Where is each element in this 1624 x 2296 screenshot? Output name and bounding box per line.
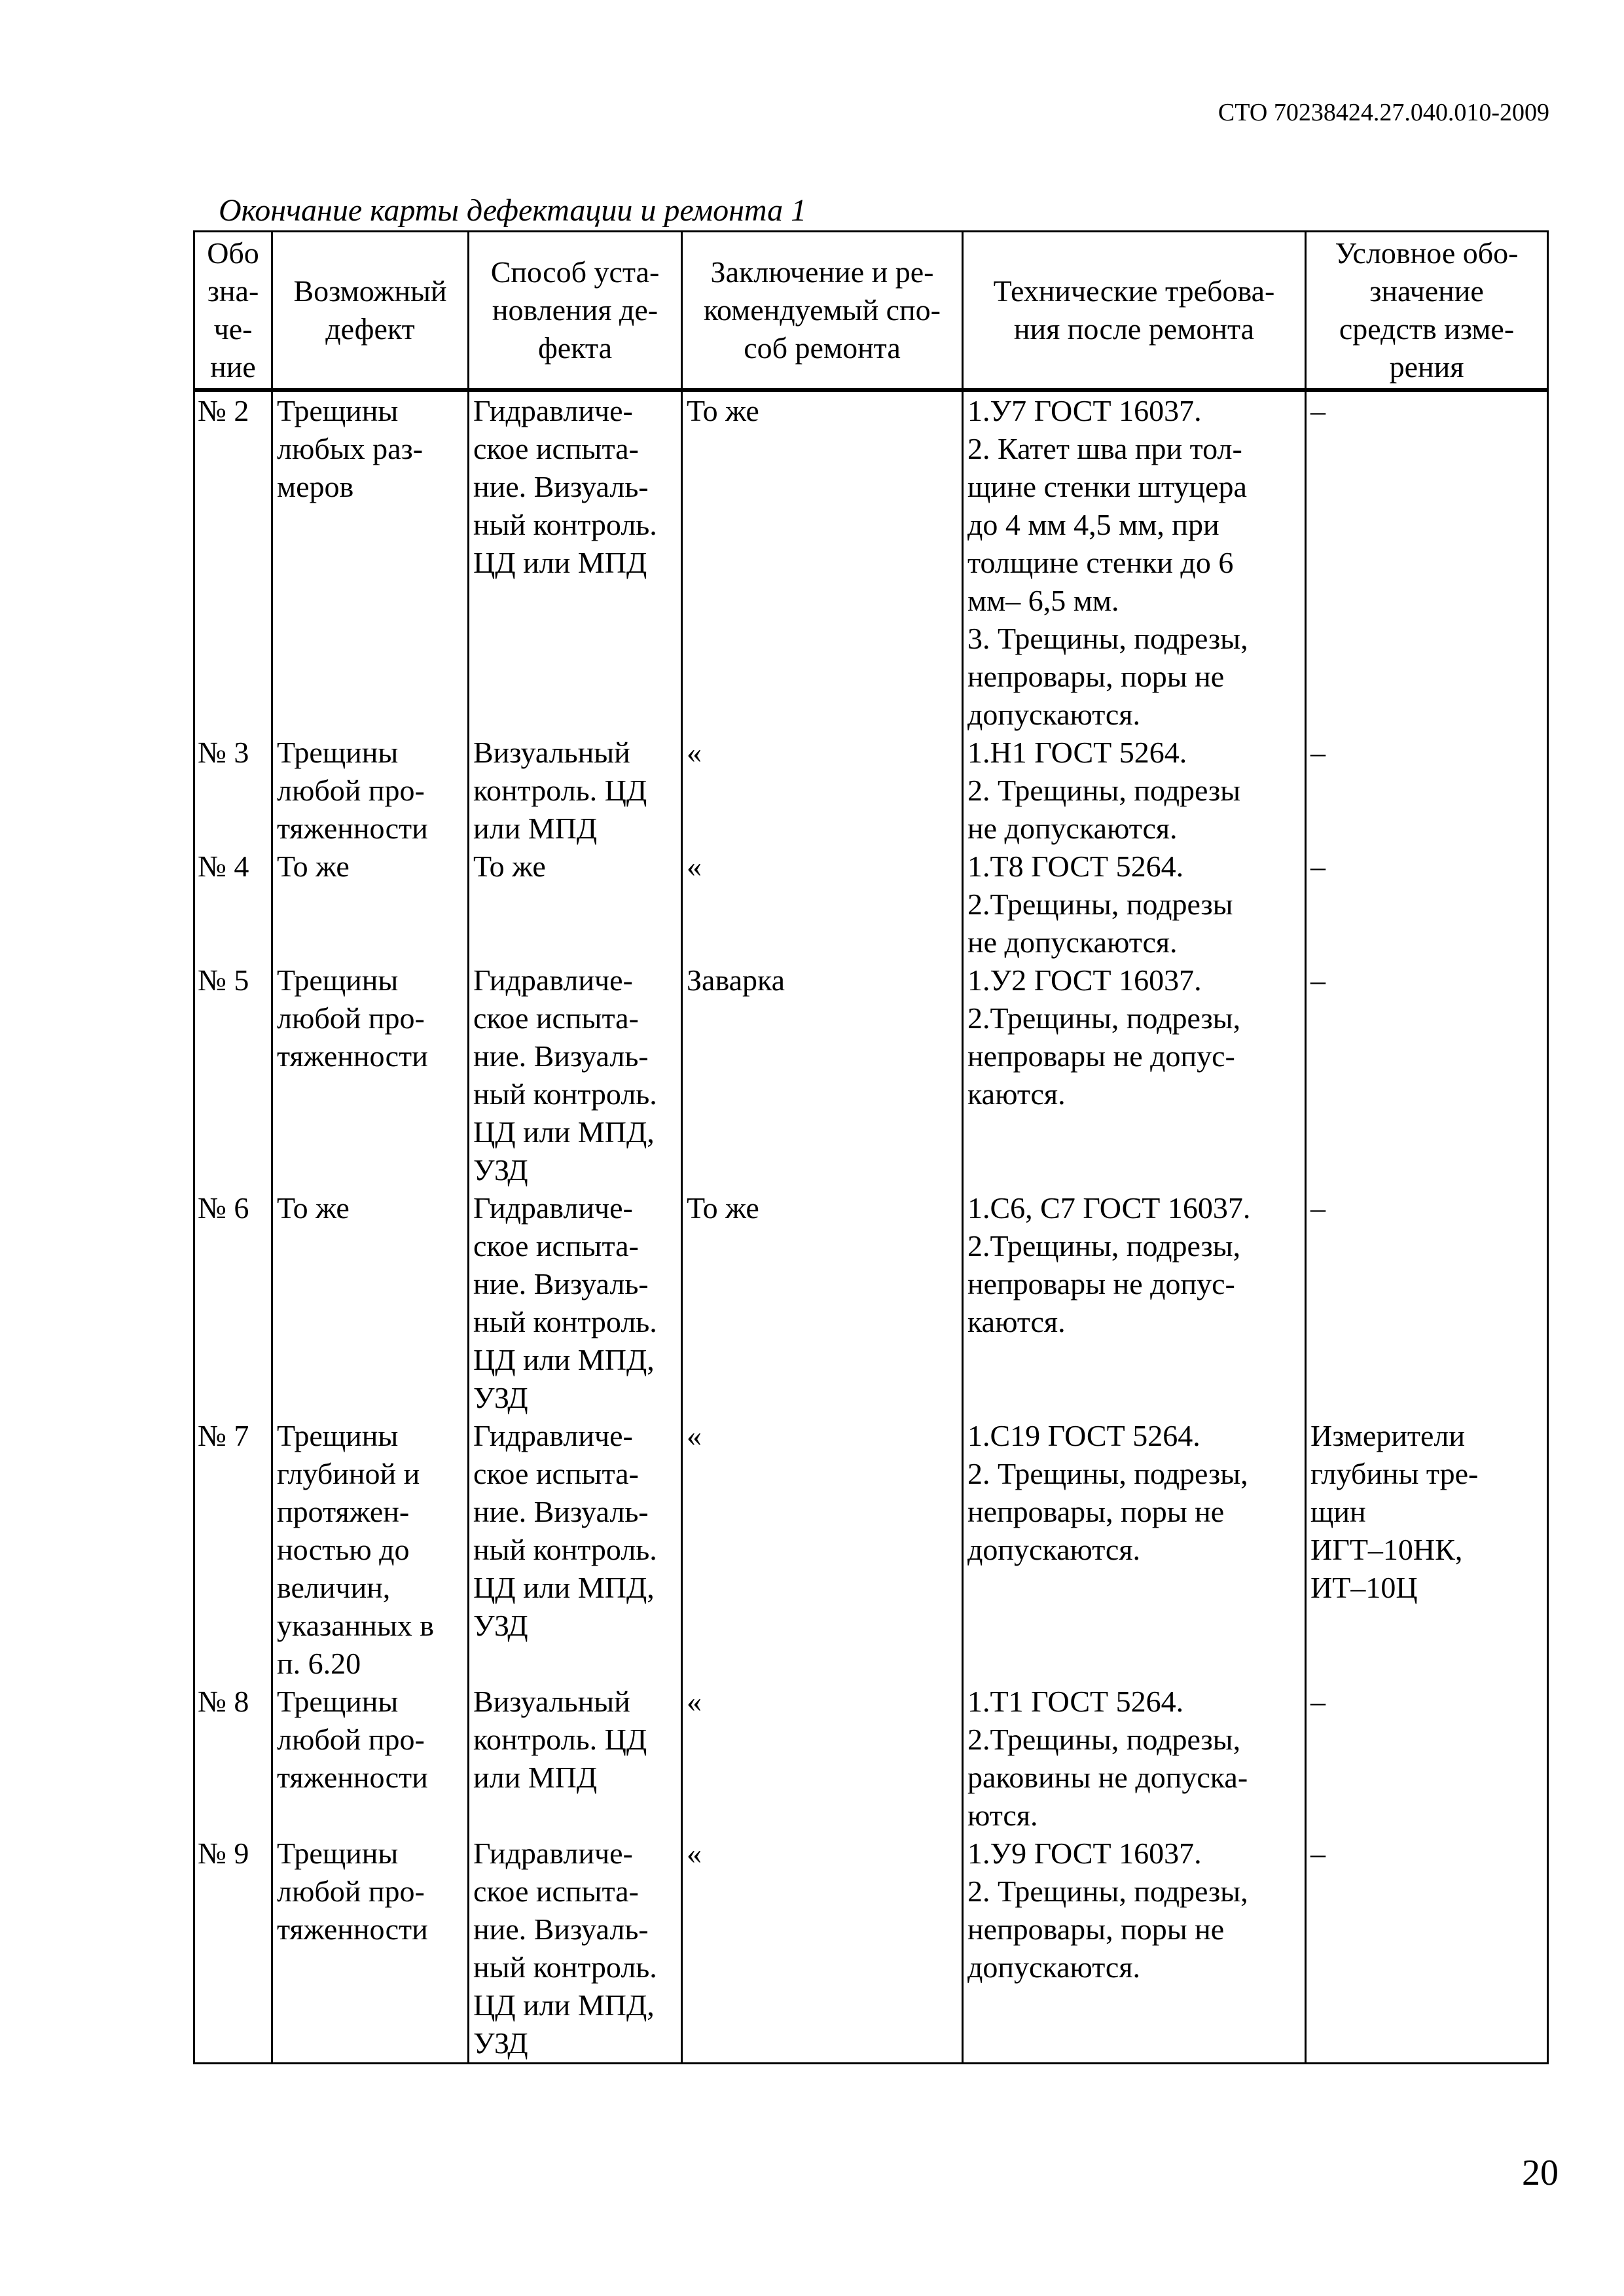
cell-instruments	[1306, 1835, 1548, 2064]
header-text-line: Условное обо-	[1335, 236, 1519, 270]
header-text-line: ние	[210, 350, 256, 384]
cell-text-line: ЦД или МПД,	[473, 1343, 655, 1376]
cell-requirements	[963, 1683, 1306, 1835]
cell-text-line: раковины не допуска-	[967, 1761, 1248, 1794]
cell-text-line: тяженности	[277, 812, 428, 845]
cell-text-line: допускаются.	[967, 698, 1141, 731]
header-col-designation	[194, 232, 272, 391]
cell-text-line: ние. Визуаль-	[473, 470, 649, 503]
header-text-line: значение	[1369, 274, 1484, 308]
cell-text-line: То же	[277, 850, 350, 883]
cell-designation: № 3	[194, 734, 272, 848]
cell-text-line: 1.С19 ГОСТ 5264.	[967, 1419, 1200, 1452]
table-header-row	[194, 232, 1548, 391]
cell-text-line: –	[1310, 1685, 1326, 1718]
cell-text-line: ный контроль.	[473, 1533, 657, 1566]
cell-text-line: Визуальный	[473, 1685, 630, 1718]
table-row	[194, 1683, 1548, 1835]
cell-detection-method	[469, 1189, 682, 1417]
cell-text-line: Трещины	[277, 1419, 399, 1452]
cell-text-line: 2.Трещины, подрезы	[967, 888, 1233, 921]
cell-defect	[272, 390, 469, 734]
cell-designation: № 2	[194, 390, 272, 734]
cell-text-line: «	[687, 850, 702, 883]
cell-text-line: мм– 6,5 мм.	[967, 584, 1119, 617]
cell-text-line: контроль. ЦД	[473, 774, 647, 807]
cell-repair	[682, 1189, 963, 1417]
cell-text-line: УЗД	[473, 1153, 528, 1187]
header-text-line: комендуемый спо-	[704, 293, 941, 327]
cell-text-line: 2. Трещины, подрезы,	[967, 1874, 1248, 1908]
cell-text-line: указанных в	[277, 1609, 435, 1642]
header-text-line: Технические требова-	[993, 274, 1275, 308]
cell-text-line: –	[1310, 736, 1326, 769]
header-col-detection-method	[469, 232, 682, 391]
cell-instruments	[1306, 390, 1548, 734]
cell-text-line: допускаются.	[967, 1950, 1141, 1984]
cell-text-line: 1.С6, С7 ГОСТ 16037.	[967, 1191, 1251, 1225]
cell-text-line: щине стенки штуцера	[967, 470, 1247, 503]
cell-requirements	[963, 961, 1306, 1189]
table-row	[194, 961, 1548, 1189]
table-row	[194, 1835, 1548, 2064]
cell-text-line: ный контроль.	[473, 1950, 657, 1984]
cell-designation: № 7	[194, 1417, 272, 1683]
cell-detection-method	[469, 1683, 682, 1835]
cell-text-line: величин,	[277, 1571, 391, 1604]
cell-text-line: ный контроль.	[473, 1305, 657, 1338]
table-row	[194, 390, 1548, 734]
cell-text-line: 2. Катет шва при тол-	[967, 432, 1242, 465]
table-header	[194, 232, 1548, 391]
cell-text-line: Гидравличе-	[473, 1837, 633, 1870]
page-number: 20	[1522, 2153, 1559, 2193]
cell-text-line: ское испыта-	[473, 1457, 639, 1490]
cell-text-line: ЦД или МПД,	[473, 1571, 655, 1604]
cell-text-line: «	[687, 1685, 702, 1718]
cell-text-line: 1.Т8 ГОСТ 5264.	[967, 850, 1184, 883]
cell-text-line: тяженности	[277, 1039, 428, 1073]
cell-detection-method	[469, 734, 682, 848]
cell-instruments	[1306, 1683, 1548, 1835]
cell-instruments	[1306, 1189, 1548, 1417]
cell-text-line: –	[1310, 963, 1326, 997]
cell-text-line: контроль. ЦД	[473, 1723, 647, 1756]
cell-text-line: каются.	[967, 1077, 1066, 1111]
cell-text-line: любой про-	[277, 1001, 425, 1035]
cell-requirements	[963, 734, 1306, 848]
cell-designation: № 5	[194, 961, 272, 1189]
cell-text-line: ское испыта-	[473, 1001, 639, 1035]
cell-text-line: 3. Трещины, подрезы,	[967, 622, 1248, 655]
cell-text-line: не допускаются.	[967, 925, 1178, 959]
cell-text-line: п. 6.20	[277, 1647, 361, 1680]
header-text-line: Возможный	[293, 274, 447, 308]
cell-text-line: 1.У9 ГОСТ 16037.	[967, 1837, 1202, 1870]
cell-designation: № 8	[194, 1683, 272, 1835]
cell-text-line: до 4 мм 4,5 мм, при	[967, 508, 1219, 541]
header-text-line: рения	[1389, 350, 1464, 384]
document-code: СТО 70238424.27.040.010-2009	[1218, 99, 1549, 126]
cell-text-line: ЦД или МПД,	[473, 1115, 655, 1149]
cell-text-line: ИТ–10Ц	[1310, 1571, 1418, 1604]
cell-text-line: 2. Трещины, подрезы,	[967, 1457, 1248, 1490]
cell-defect	[272, 961, 469, 1189]
cell-text-line: Визуальный	[473, 736, 630, 769]
cell-repair	[682, 734, 963, 848]
cell-text-line: глубиной и	[277, 1457, 420, 1490]
header-col-defect	[272, 232, 469, 391]
cell-requirements	[963, 390, 1306, 734]
cell-designation: № 6	[194, 1189, 272, 1417]
cell-defect	[272, 734, 469, 848]
cell-requirements	[963, 1835, 1306, 2064]
cell-text-line: «	[687, 1837, 702, 1870]
cell-text-line: ЦД или МПД	[473, 546, 647, 579]
cell-text-line: ское испыта-	[473, 432, 639, 465]
cell-text-line: щин	[1310, 1495, 1366, 1528]
cell-text-line: УЗД	[473, 1609, 528, 1642]
cell-instruments	[1306, 1417, 1548, 1683]
header-text-line: Обо	[207, 236, 259, 270]
cell-text-line: или МПД	[473, 812, 598, 845]
header-text-line: Способ уста-	[490, 255, 660, 289]
cell-text-line: ются.	[967, 1799, 1038, 1832]
cell-detection-method	[469, 1835, 682, 2064]
cell-text-line: допускаются.	[967, 1533, 1141, 1566]
cell-text-line: То же	[687, 394, 759, 427]
cell-text-line: непровары, поры не	[967, 1912, 1225, 1946]
cell-detection-method	[469, 848, 682, 961]
cell-repair	[682, 390, 963, 734]
cell-text-line: –	[1310, 1191, 1326, 1225]
cell-text-line: УЗД	[473, 2026, 528, 2060]
cell-text-line: протяжен-	[277, 1495, 410, 1528]
cell-repair	[682, 961, 963, 1189]
cell-text-line: Измерители	[1310, 1419, 1465, 1452]
cell-text-line: меров	[277, 470, 354, 503]
cell-instruments	[1306, 848, 1548, 961]
table-row	[194, 734, 1548, 848]
cell-text-line: Трещины	[277, 1685, 399, 1718]
cell-text-line: ское испыта-	[473, 1229, 639, 1263]
cell-requirements	[963, 848, 1306, 961]
header-text-line: дефект	[325, 312, 415, 346]
cell-text-line: ный контроль.	[473, 1077, 657, 1111]
cell-text-line: любой про-	[277, 1874, 425, 1908]
cell-text-line: тяженности	[277, 1912, 428, 1946]
cell-detection-method	[469, 1417, 682, 1683]
cell-text-line: –	[1310, 394, 1326, 427]
cell-text-line: или МПД	[473, 1761, 598, 1794]
cell-text-line: Гидравличе-	[473, 963, 633, 997]
cell-text-line: 2. Трещины, подрезы	[967, 774, 1241, 807]
cell-text-line: ЦД или МПД,	[473, 1988, 655, 2022]
defect-repair-table-container	[193, 230, 1549, 2064]
header-col-requirements	[963, 232, 1306, 391]
cell-text-line: 1.Т1 ГОСТ 5264.	[967, 1685, 1184, 1718]
cell-text-line: тяженности	[277, 1761, 428, 1794]
cell-text-line: Гидравличе-	[473, 1191, 633, 1225]
cell-text-line: 1.У2 ГОСТ 16037.	[967, 963, 1202, 997]
cell-text-line: любых раз-	[277, 432, 424, 465]
cell-defect	[272, 1835, 469, 2064]
cell-text-line: Трещины	[277, 736, 399, 769]
cell-text-line: ние. Визуаль-	[473, 1039, 649, 1073]
cell-repair	[682, 848, 963, 961]
cell-text-line: То же	[473, 850, 546, 883]
cell-text-line: –	[1310, 850, 1326, 883]
header-text-line: че-	[213, 312, 253, 346]
cell-text-line: Заварка	[687, 963, 785, 997]
header-text-line: фекта	[537, 331, 613, 365]
cell-text-line: ние. Визуаль-	[473, 1912, 649, 1946]
cell-text-line: То же	[277, 1191, 350, 1225]
header-text-line: новления де-	[492, 293, 659, 327]
cell-requirements	[963, 1189, 1306, 1417]
table-caption: Окончание карты дефектации и ремонта 1	[219, 193, 807, 228]
cell-text-line: –	[1310, 1837, 1326, 1870]
cell-designation: № 4	[194, 848, 272, 961]
cell-defect	[272, 1683, 469, 1835]
cell-text-line: любой про-	[277, 1723, 425, 1756]
table-row	[194, 1417, 1548, 1683]
cell-text-line: ское испыта-	[473, 1874, 639, 1908]
cell-text-line: УЗД	[473, 1381, 528, 1414]
table-body	[194, 390, 1548, 2064]
cell-instruments	[1306, 961, 1548, 1189]
cell-text-line: Гидравличе-	[473, 394, 633, 427]
table-row	[194, 848, 1548, 961]
cell-repair	[682, 1835, 963, 2064]
cell-text-line: глубины тре-	[1310, 1457, 1479, 1490]
cell-text-line: 1.У7 ГОСТ 16037.	[967, 394, 1202, 427]
cell-text-line: 2.Трещины, подрезы,	[967, 1001, 1241, 1035]
cell-instruments	[1306, 734, 1548, 848]
header-text-line: ния после ремонта	[1013, 312, 1255, 346]
cell-text-line: ние. Визуаль-	[473, 1267, 649, 1300]
cell-text-line: «	[687, 736, 702, 769]
cell-text-line: любой про-	[277, 774, 425, 807]
cell-text-line: ностью до	[277, 1533, 410, 1566]
cell-text-line: Трещины	[277, 1837, 399, 1870]
cell-text-line: непровары не допус-	[967, 1267, 1235, 1300]
cell-text-line: Трещины	[277, 394, 399, 427]
defect-repair-table	[193, 230, 1549, 2064]
cell-text-line: Трещины	[277, 963, 399, 997]
cell-designation: № 9	[194, 1835, 272, 2064]
cell-requirements	[963, 1417, 1306, 1683]
cell-defect	[272, 848, 469, 961]
cell-defect	[272, 1189, 469, 1417]
cell-repair	[682, 1683, 963, 1835]
cell-text-line: ный контроль.	[473, 508, 657, 541]
cell-text-line: Гидравличе-	[473, 1419, 633, 1452]
header-col-repair	[682, 232, 963, 391]
cell-text-line: 2.Трещины, подрезы,	[967, 1723, 1241, 1756]
cell-text-line: непровары не допус-	[967, 1039, 1235, 1073]
header-col-instruments	[1306, 232, 1548, 391]
table-row	[194, 1189, 1548, 1417]
cell-text-line: 1.Н1 ГОСТ 5264.	[967, 736, 1187, 769]
cell-text-line: ние. Визуаль-	[473, 1495, 649, 1528]
header-text-line: соб ремонта	[744, 331, 901, 365]
cell-text-line: «	[687, 1419, 702, 1452]
cell-text-line: не допускаются.	[967, 812, 1178, 845]
cell-text-line: непровары, поры не	[967, 660, 1225, 693]
cell-repair	[682, 1417, 963, 1683]
cell-text-line: 2.Трещины, подрезы,	[967, 1229, 1241, 1263]
cell-defect	[272, 1417, 469, 1683]
cell-text-line: толщине стенки до 6	[967, 546, 1234, 579]
header-text-line: зна-	[207, 274, 259, 308]
cell-text-line: ИГТ–10НК,	[1310, 1533, 1463, 1566]
cell-text-line: То же	[687, 1191, 759, 1225]
cell-detection-method	[469, 390, 682, 734]
cell-text-line: каются.	[967, 1305, 1066, 1338]
cell-detection-method	[469, 961, 682, 1189]
header-text-line: Заключение и ре-	[710, 255, 934, 289]
cell-text-line: непровары, поры не	[967, 1495, 1225, 1528]
header-text-line: средств изме-	[1339, 312, 1515, 346]
